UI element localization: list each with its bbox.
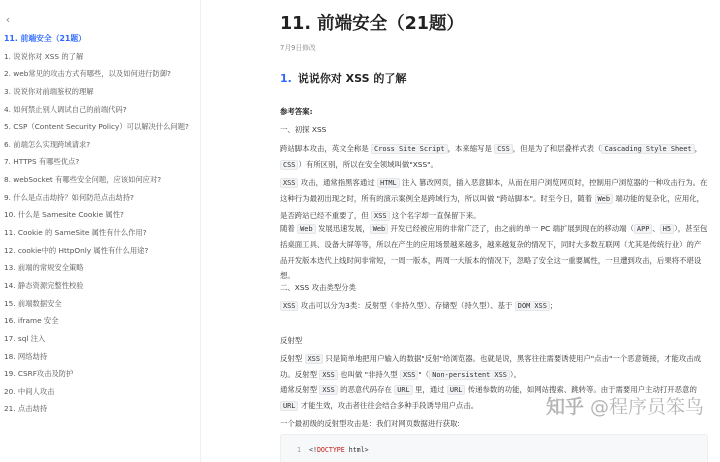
inline-code: XSS [319,385,337,395]
inline-code: H5 [660,224,674,234]
text: 攻击可以分为3类：反射型（非持久型）、存储型（持久型）、基于 [298,301,515,310]
inline-code: DOM XSS [515,301,550,311]
toc-item[interactable]: 3. 说说你对前端鉴权的理解 [4,86,94,96]
toc-item[interactable]: 2. web常见的攻击方式有哪些，以及如何进行防御? [4,69,171,79]
text: ，但是为了和层叠样式表（ [512,144,602,153]
toc-sidebar [0,0,201,462]
toc-item[interactable]: 18. 网络劫持 [4,351,48,361]
toc-item[interactable]: 19. CSRF攻击及防护 [4,369,74,379]
inline-code: XSS [319,370,337,380]
text: 开发已经被应用的非常广泛了，由之前的单一 PC 端扩展到现在的移动端（ [388,224,634,233]
toc-item[interactable]: 10. 什么是 Samesite Cookie 属性? [4,210,124,220]
text: 攻击，通常指黑客通过 [298,178,378,187]
inline-code: Web [297,224,315,234]
code-line [309,446,369,454]
toc-item[interactable]: 13. 前端的常规安全策略 [4,263,84,273]
toc-item[interactable]: 8. webSocket 有哪些安全问题，应该如何应对? [4,175,162,185]
toc-list [4,30,194,418]
inline-code: URL [394,385,412,395]
inline-code: Cross Site Script [371,144,448,154]
inline-code: Cascading Style Sheet [601,144,694,154]
toc-item-chapter[interactable]: 11. 前端安全（21题） [4,34,86,43]
text: ； [549,301,558,310]
inline-code: XSS [305,354,323,364]
text: 发展迅速发展， [315,224,370,233]
zhihu-watermark [546,392,704,419]
text: ）。 [509,370,521,380]
toc-item[interactable]: 7. HTTPS 有哪些优点? [4,157,80,167]
toc-item[interactable]: 21. 点击劫持 [4,404,48,414]
text: 这个名字却一直保留下来。 [389,210,481,220]
text: "（ [418,370,430,380]
watermark-text: @程序员笨鸟 [583,396,704,418]
text: 跨站脚本攻击，英文全称是 [280,144,372,153]
paragraph-2 [280,175,708,224]
inline-code: Web [370,224,388,234]
text: 反射型 [280,354,305,363]
inline-code: Web [595,194,613,204]
text: ）有所区别，所以在安全领域叫做"XSS"。 [298,160,438,170]
code-keyword: DOCTYPE [316,446,345,454]
toc-item[interactable]: 11. Cookie 的 SameSite 属性有什么作用? [4,228,147,238]
inline-code: HTML [377,178,400,188]
paragraph-1 [280,141,708,174]
toc-item[interactable]: 20. 中间人攻击 [4,386,55,396]
text: 里，通过 [412,385,447,394]
toc-item[interactable]: 15. 前端数据安全 [4,298,62,308]
modified-date: 7月9日修改 [280,44,316,52]
toc-item[interactable]: 12. cookie中的 HttpOnly 属性有什么用途? [4,245,149,255]
code-text: <! [309,446,317,454]
paragraph-3 [280,221,708,284]
toc-item[interactable]: 9. 什么是点击劫持？如何防范点击劫持? [4,192,134,202]
text: 也叫做 "非持久型 [337,370,400,380]
section-title: 说说你对 XSS 的了解 [297,72,407,85]
toc-item[interactable]: 14. 静态资源完整性校验 [4,280,84,290]
section-heading [280,70,406,86]
inline-code: XSS [371,211,389,221]
inline-code: XSS [400,370,418,380]
text: 的恶意代码存在 [337,385,395,394]
text: 传递参数的功能，如网站搜索、跳转等。由于需要用户主动打开恶意的 [465,385,697,394]
section-number: 1. [280,72,292,85]
page-title: 11. 前端安全（21题） [280,14,464,34]
text: 端功能的复杂化，应用化，是否跨站已经不重要了，但 [280,194,705,220]
zhihu-logo-icon: 知乎 [545,396,584,418]
subheading-types: 二、XSS 攻击类型分类 [280,283,356,292]
inline-code: URL [447,385,465,395]
inline-code: XSS [280,178,298,188]
paragraph-4 [280,298,708,314]
toc-item[interactable]: 5. CSP（Content Security Policy）可以解决什么问题? [4,122,189,132]
text: 注入 篡改网页，插入恶意脚本，从而在用户浏览网页时，控制用户浏览器的一种攻击行为。在这种行为最初出现之时，所有的演示案例全是跨域行为，所以叫做 "跨站脚本"。时至今日，随着 [280,178,708,204]
toc-item[interactable]: 17. sql 注入 [4,333,46,343]
toc-item[interactable]: 6. 前端怎么实现跨域请求? [4,139,91,149]
text: ， [694,144,702,153]
text: 、 [652,224,660,233]
inline-code: XSS [280,301,298,311]
subheading-intro: 一、初探 XSS [280,125,327,134]
answer-label: 参考答案: [280,107,313,116]
paragraph-7: 一个最初级的反射型攻击是：我们对网页数据进行获取: [280,419,460,428]
toc-item[interactable]: 16. iframe 安全 [4,316,59,326]
text: 通常反射型 [280,385,320,394]
inline-code: APP [634,224,652,234]
collapse-sidebar-icon[interactable]: ‹ [5,13,11,26]
subheading-reflected: 反射型 [280,336,303,345]
text: 只是简单地把用户输入的数据"反射"给浏览器。也就是说，黑客往往需要诱使用户"点击"一个恶意链接，才能攻击成功。反射型 [280,354,702,380]
line-number: 1 [297,446,301,454]
inline-code: Non-persistent XSS [429,370,510,380]
inline-code: CSS [494,144,512,154]
paragraph-5 [280,351,708,384]
inline-code: URL [280,401,298,411]
inline-code: CSS [280,160,298,170]
text: ，本来缩写是 [447,144,495,153]
code-text: html> [344,446,369,454]
text: 才能生效，攻击者往往会结合多种手段诱导用户点击。 [298,401,479,411]
toc-item[interactable]: 1. 说说你对 XSS 的了解 [4,51,84,61]
code-block [280,434,708,462]
text: ），甚至包括桌面工具、设备大屏等等，所以在产生的应用场景越来越多，越来越复杂的情况下，同时大多数互联网（尤其是传统行业）的产品开发版本迭代上线时间非常短，一周一版本，两周一大版本的情况下，忽略了安全这一重要属性，一旦遭到攻击，后果将不堪设想。 [280,224,708,281]
text: 随着 [280,224,298,233]
toc-item[interactable]: 4. 如何禁止别人调试自己的前端代码? [4,104,127,114]
